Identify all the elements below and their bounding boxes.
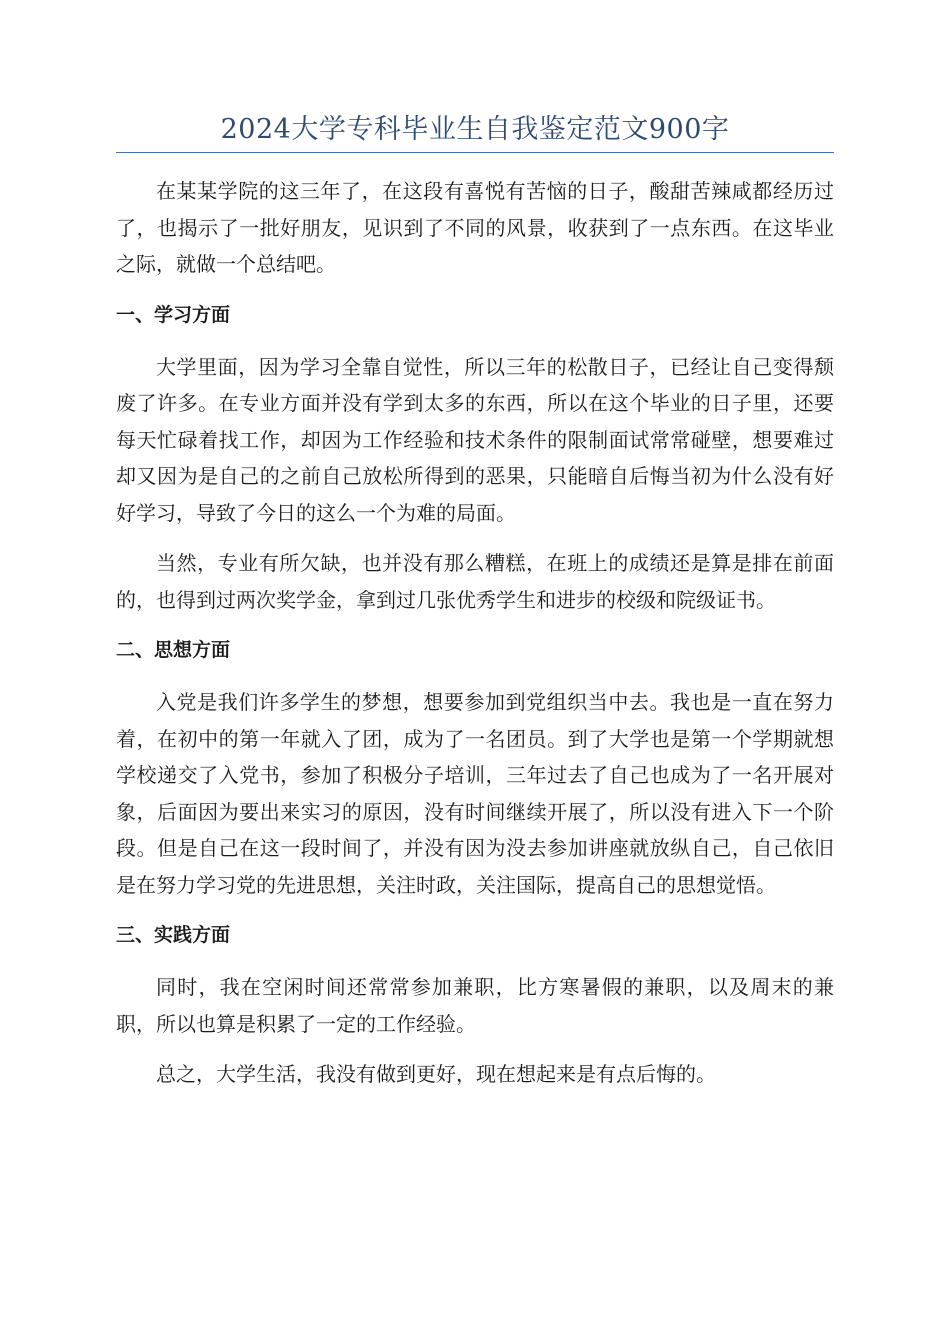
conclusion-paragraph: 总之，大学生活，我没有做到更好，现在想起来是有点后悔的。 <box>156 1062 716 1086</box>
section-heading-thought: 二、思想方面 <box>116 639 231 661</box>
document-page <box>116 110 834 1107</box>
study-paragraph-1: 大学里面，因为学习全靠自觉性，所以三年的松散日子，已经让自己变得颓废了许多。在专业方面并没有学到太多的东西，所以在这个毕业的日子里，还要每天忙碌着找工作，却因为工作经验和技术条件的限制面试常常碰壁，想要难过却又因为是自己的之前自己放松所得到的恶果，只能暗自后悔当初为什么没有好好学习，导致了今日的这么一个为难的局面。 <box>116 354 834 525</box>
intro-paragraph: 在某某学院的这三年了，在这段有喜悦有苦恼的日子，酸甜苦辣咸都经历过了，也揭示了一批好朋友，见识到了不同的风景，收获到了一点东西。在这毕业之际，就做一个总结吧。 <box>116 179 834 276</box>
study-paragraph-2: 当然，专业有所欠缺，也并没有那么糟糕，在班上的成绩还是算是排在前面的，也得到过两次奖学金，拿到过几张优秀学生和进步的校级和院级证书。 <box>116 551 834 612</box>
thought-paragraph-1: 入党是我们许多学生的梦想，想要参加到党组织当中去。我也是一直在努力着，在初中的第一年就入了团，成为了一名团员。到了大学也是第一个学期就想学校递交了入党书，参加了积极分子培训，三年过去了自己也成为了一名开展对象，后面因为要出来实习的原因，没有时间继续开展了，所以没有进入下一个阶段。但是自己在这一段时间了，并没有因为没去参加讲座就放纵自己，自己依旧是在努力学习党的先进思想，关注时政，关注国际，提高自己的思想觉悟。 <box>116 690 834 897</box>
document-title: 2024大学专科毕业生自我鉴定范文900字 <box>116 110 834 153</box>
section-heading-practice: 三、实践方面 <box>116 924 231 946</box>
section-heading-study: 一、学习方面 <box>116 303 231 326</box>
document-body <box>116 173 834 1093</box>
practice-paragraph-1: 同时，我在空闲时间还常常参加兼职，比方寒暑假的兼职，以及周末的兼职，所以也算是积累了一定的工作经验。 <box>116 975 834 1036</box>
